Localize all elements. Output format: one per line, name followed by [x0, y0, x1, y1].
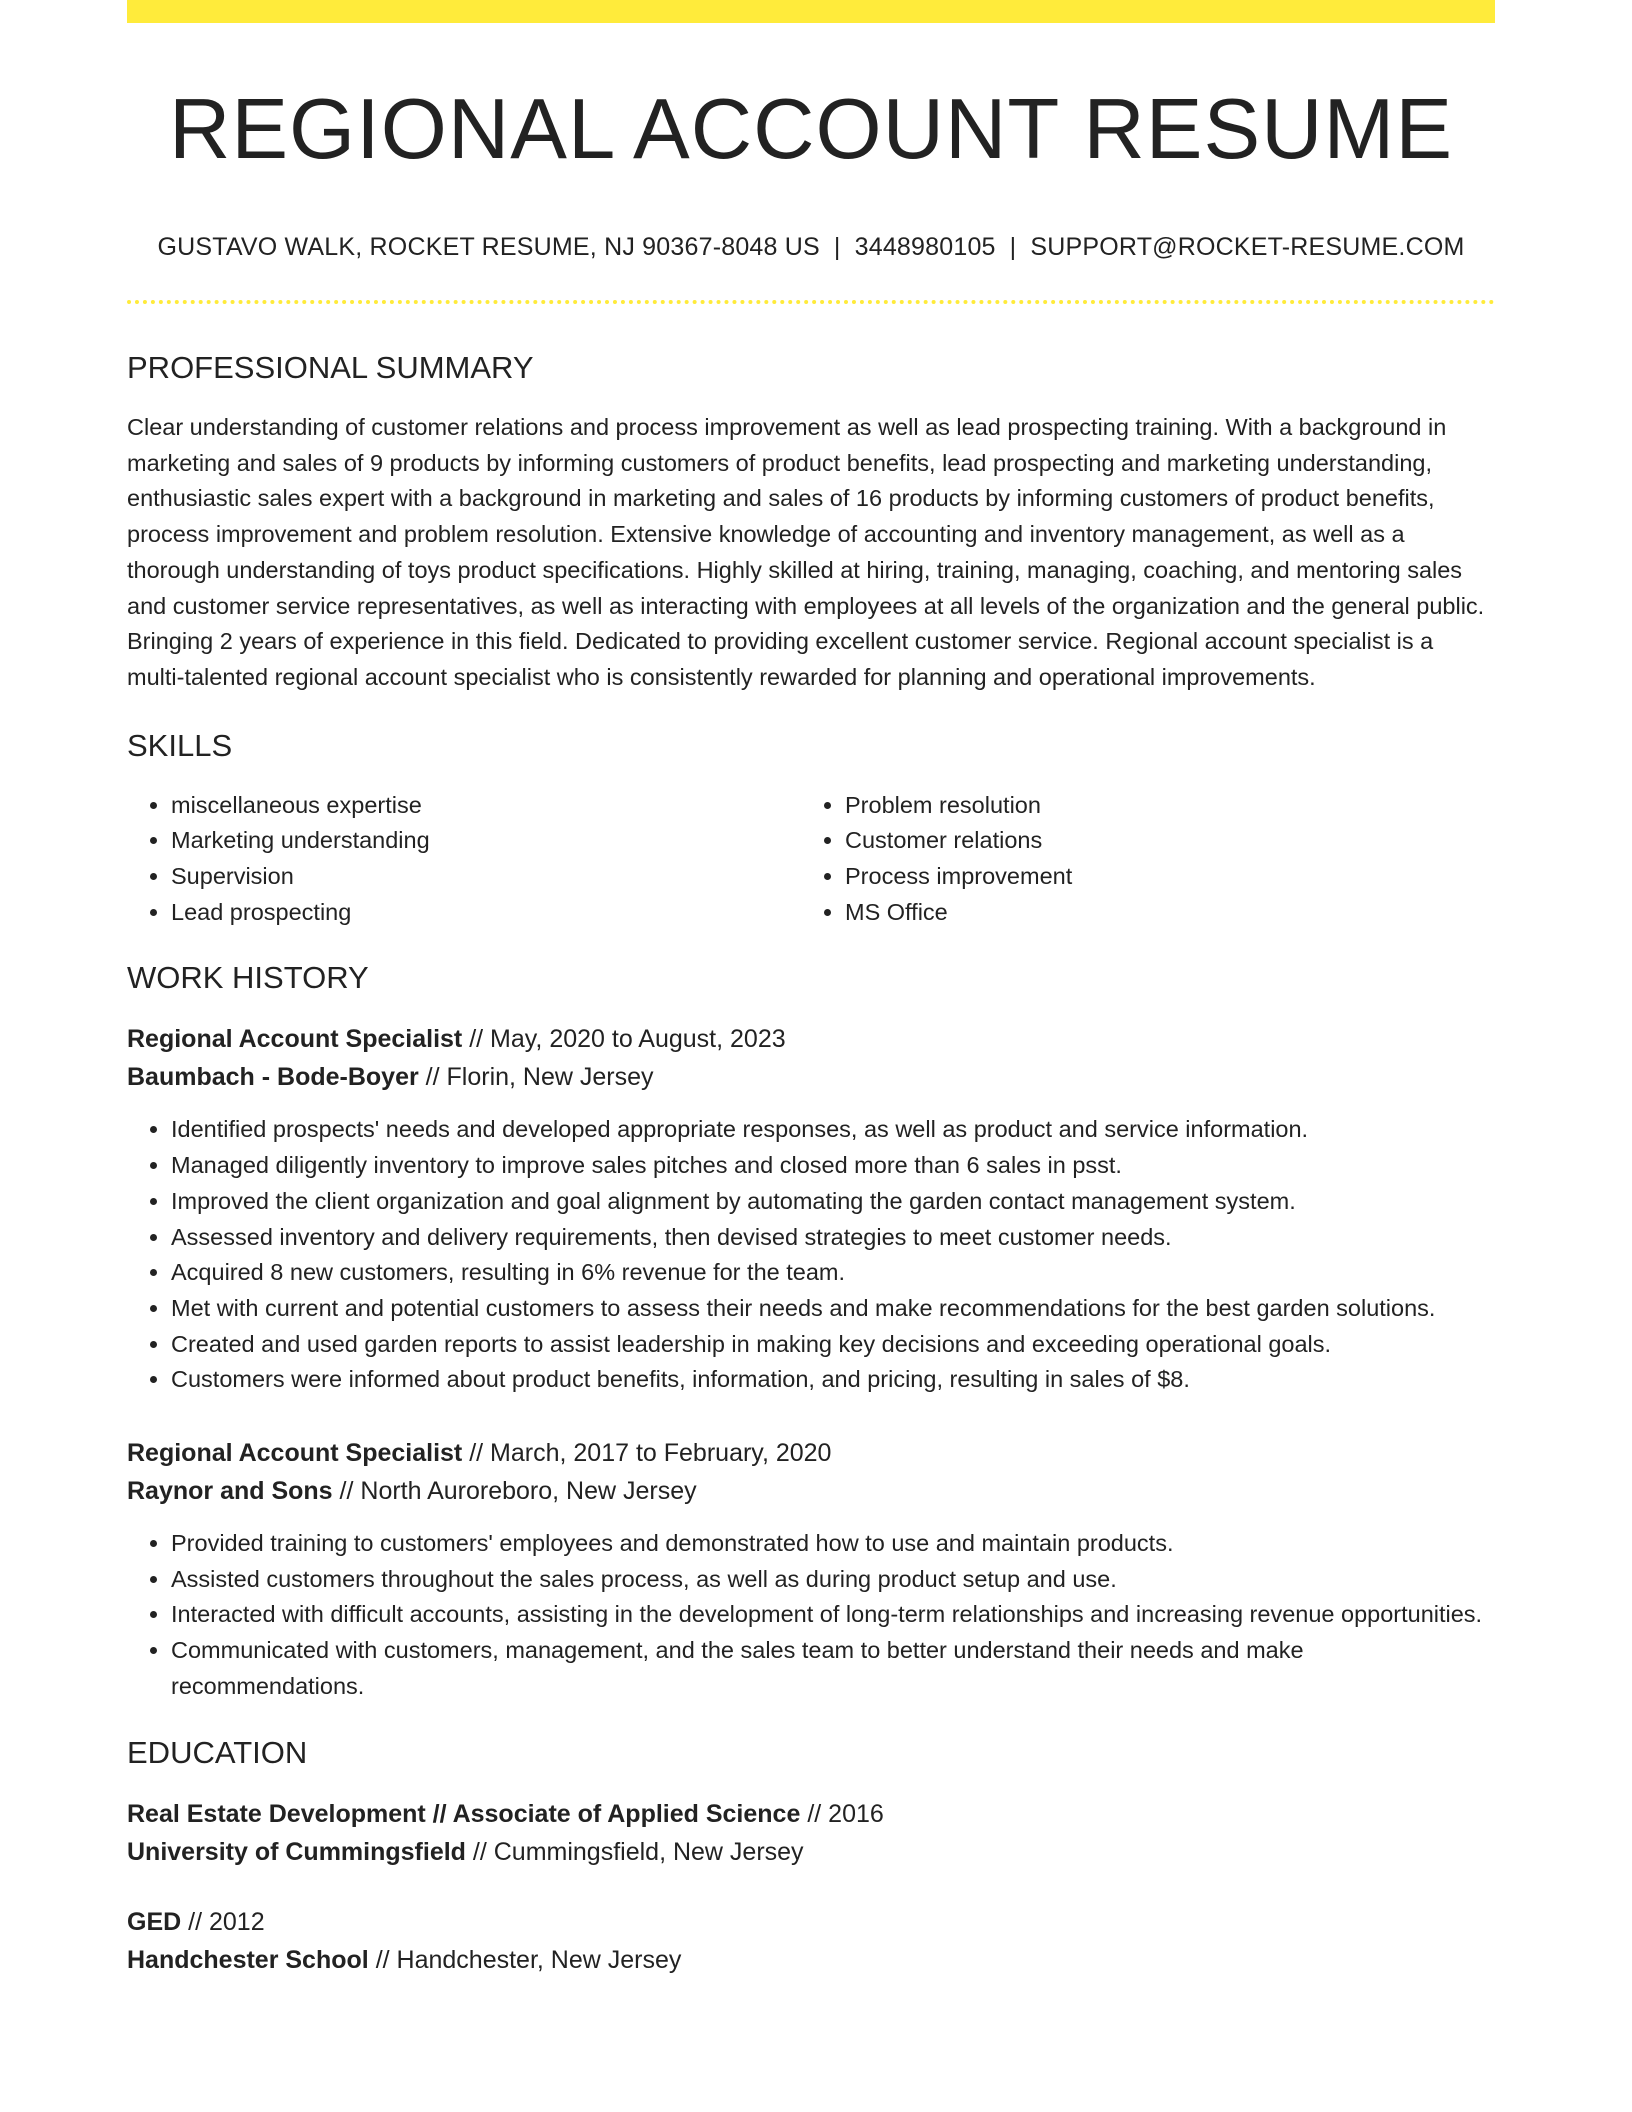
summary-heading: PROFESSIONAL SUMMARY	[127, 350, 534, 385]
resume-title: REGIONAL ACCOUNT RESUME	[168, 82, 1454, 177]
skills-list-right	[801, 788, 1475, 931]
job-bullets	[127, 1112, 1495, 1398]
dotted-divider	[127, 300, 1495, 304]
job-bullet: • Assessed inventory and delivery requirements, then devised strategies to meet customer needs.	[171, 1220, 1495, 1256]
job-bullet: • Identified prospects' needs and developed appropriate responses, as well as product and service information.	[171, 1112, 1495, 1148]
skills-heading: SKILLS	[127, 727, 233, 763]
contact-email: SUPPORT@ROCKET-RESUME.COM	[1030, 233, 1465, 261]
skill-item: • Process improvement	[845, 859, 1475, 895]
job-bullet: • Customers were informed about product benefits, information, and pricing, resulting in sales of $8.	[171, 1362, 1495, 1398]
job-bullet: • Provided training to customers' employees and demonstrated how to use and maintain products.	[171, 1526, 1495, 1562]
job-bullet: • Created and used garden reports to assist leadership in making key decisions and exceeding operational goals.	[171, 1327, 1495, 1363]
job-header	[127, 1020, 1495, 1096]
skills-grid	[127, 788, 1495, 931]
skill-item: • miscellaneous expertise	[171, 788, 801, 824]
job-bullet: • Met with current and potential customers to assess their needs and make recommendations for the best garden solutions.	[171, 1291, 1495, 1327]
education-entry	[127, 1903, 1495, 1979]
job-location: // Florin, New Jersey	[425, 1063, 654, 1092]
contact-address: GUSTAVO WALK, ROCKET RESUME, NJ 90367-8048 US	[157, 233, 820, 261]
education-entry	[127, 1795, 1495, 1871]
contact-separator: |	[1009, 233, 1017, 261]
skill-item: • Problem resolution	[845, 788, 1475, 824]
education-location: // Handchester, New Jersey	[375, 1945, 682, 1974]
education-school: Handchester School	[127, 1945, 369, 1974]
skill-item: • Customer relations	[845, 823, 1475, 859]
accent-top-bar	[127, 0, 1495, 23]
education-degree: Real Estate Development // Associate of Applied Science	[127, 1799, 801, 1828]
education-school: University of Cummingsfield	[127, 1837, 466, 1866]
education-degree: GED	[127, 1907, 182, 1936]
job-header	[127, 1434, 1495, 1510]
education-year: // 2012	[188, 1907, 265, 1936]
job-company: Raynor and Sons	[127, 1477, 333, 1506]
education-location: // Cummingsfield, New Jersey	[472, 1837, 804, 1866]
summary-text: Clear understanding of customer relations and process improvement as well as lead prospecting training. With a background in marketing and sales of 9 products by informing customers of product benefits, lead prospecting and marketing understanding, enthusiastic sales expert with a background in marketing and sales of 16 products by informing customers of product benefits, process improvement and problem resolution. Extensive knowledge of accounting and inventory management, as well as a thorough understanding of toys product specifications. Highly skilled at hiring, training, managing, coaching, and mentoring sales and customer service representatives, as well as interacting with employees at all levels of the organization and the general public. Bringing 2 years of experience in this field. Dedicated to providing excellent customer service. Regional account specialist is a multi-talented regional account specialist who is consistently rewarded for planning and operational improvements.	[127, 414, 1485, 690]
job-entry	[127, 1434, 1495, 1705]
job-title: Regional Account Specialist	[127, 1439, 463, 1468]
job-bullets	[127, 1526, 1495, 1705]
job-dates: // May, 2020 to August, 2023	[469, 1025, 786, 1054]
job-bullet: • Interacted with difficult accounts, assisting in the development of long-term relationships and increasing revenue opportunities.	[171, 1597, 1495, 1633]
skill-item: • Marketing understanding	[171, 823, 801, 859]
job-entry	[127, 1020, 1495, 1398]
job-location: // North Auroreboro, New Jersey	[339, 1477, 697, 1506]
work-history-heading: WORK HISTORY	[127, 960, 369, 996]
job-bullet: • Communicated with customers, management, and the sales team to better understand their needs and make recommendations.	[171, 1633, 1495, 1704]
education-year: // 2016	[807, 1799, 884, 1828]
job-bullet: • Managed diligently inventory to improve sales pitches and closed more than 6 sales in psst.	[171, 1148, 1495, 1184]
contact-phone: 3448980105	[854, 233, 996, 261]
job-bullet: • Assisted customers throughout the sales process, as well as during product setup and use.	[171, 1562, 1495, 1598]
job-bullet: • Acquired 8 new customers, resulting in 6% revenue for the team.	[171, 1255, 1495, 1291]
education-heading: EDUCATION	[127, 1734, 308, 1770]
job-dates: // March, 2017 to February, 2020	[469, 1439, 832, 1468]
job-company: Baumbach - Bode-Boyer	[127, 1063, 419, 1092]
skill-item: • Lead prospecting	[171, 895, 801, 931]
skill-item: • Supervision	[171, 859, 801, 895]
contact-line	[127, 230, 1495, 264]
resume-content	[127, 23, 1495, 1979]
skills-list-left	[127, 788, 801, 931]
job-bullet: • Improved the client organization and goal alignment by automating the garden contact management system.	[171, 1184, 1495, 1220]
skill-item: • MS Office	[845, 895, 1475, 931]
job-title: Regional Account Specialist	[127, 1025, 463, 1054]
contact-separator: |	[833, 233, 841, 261]
